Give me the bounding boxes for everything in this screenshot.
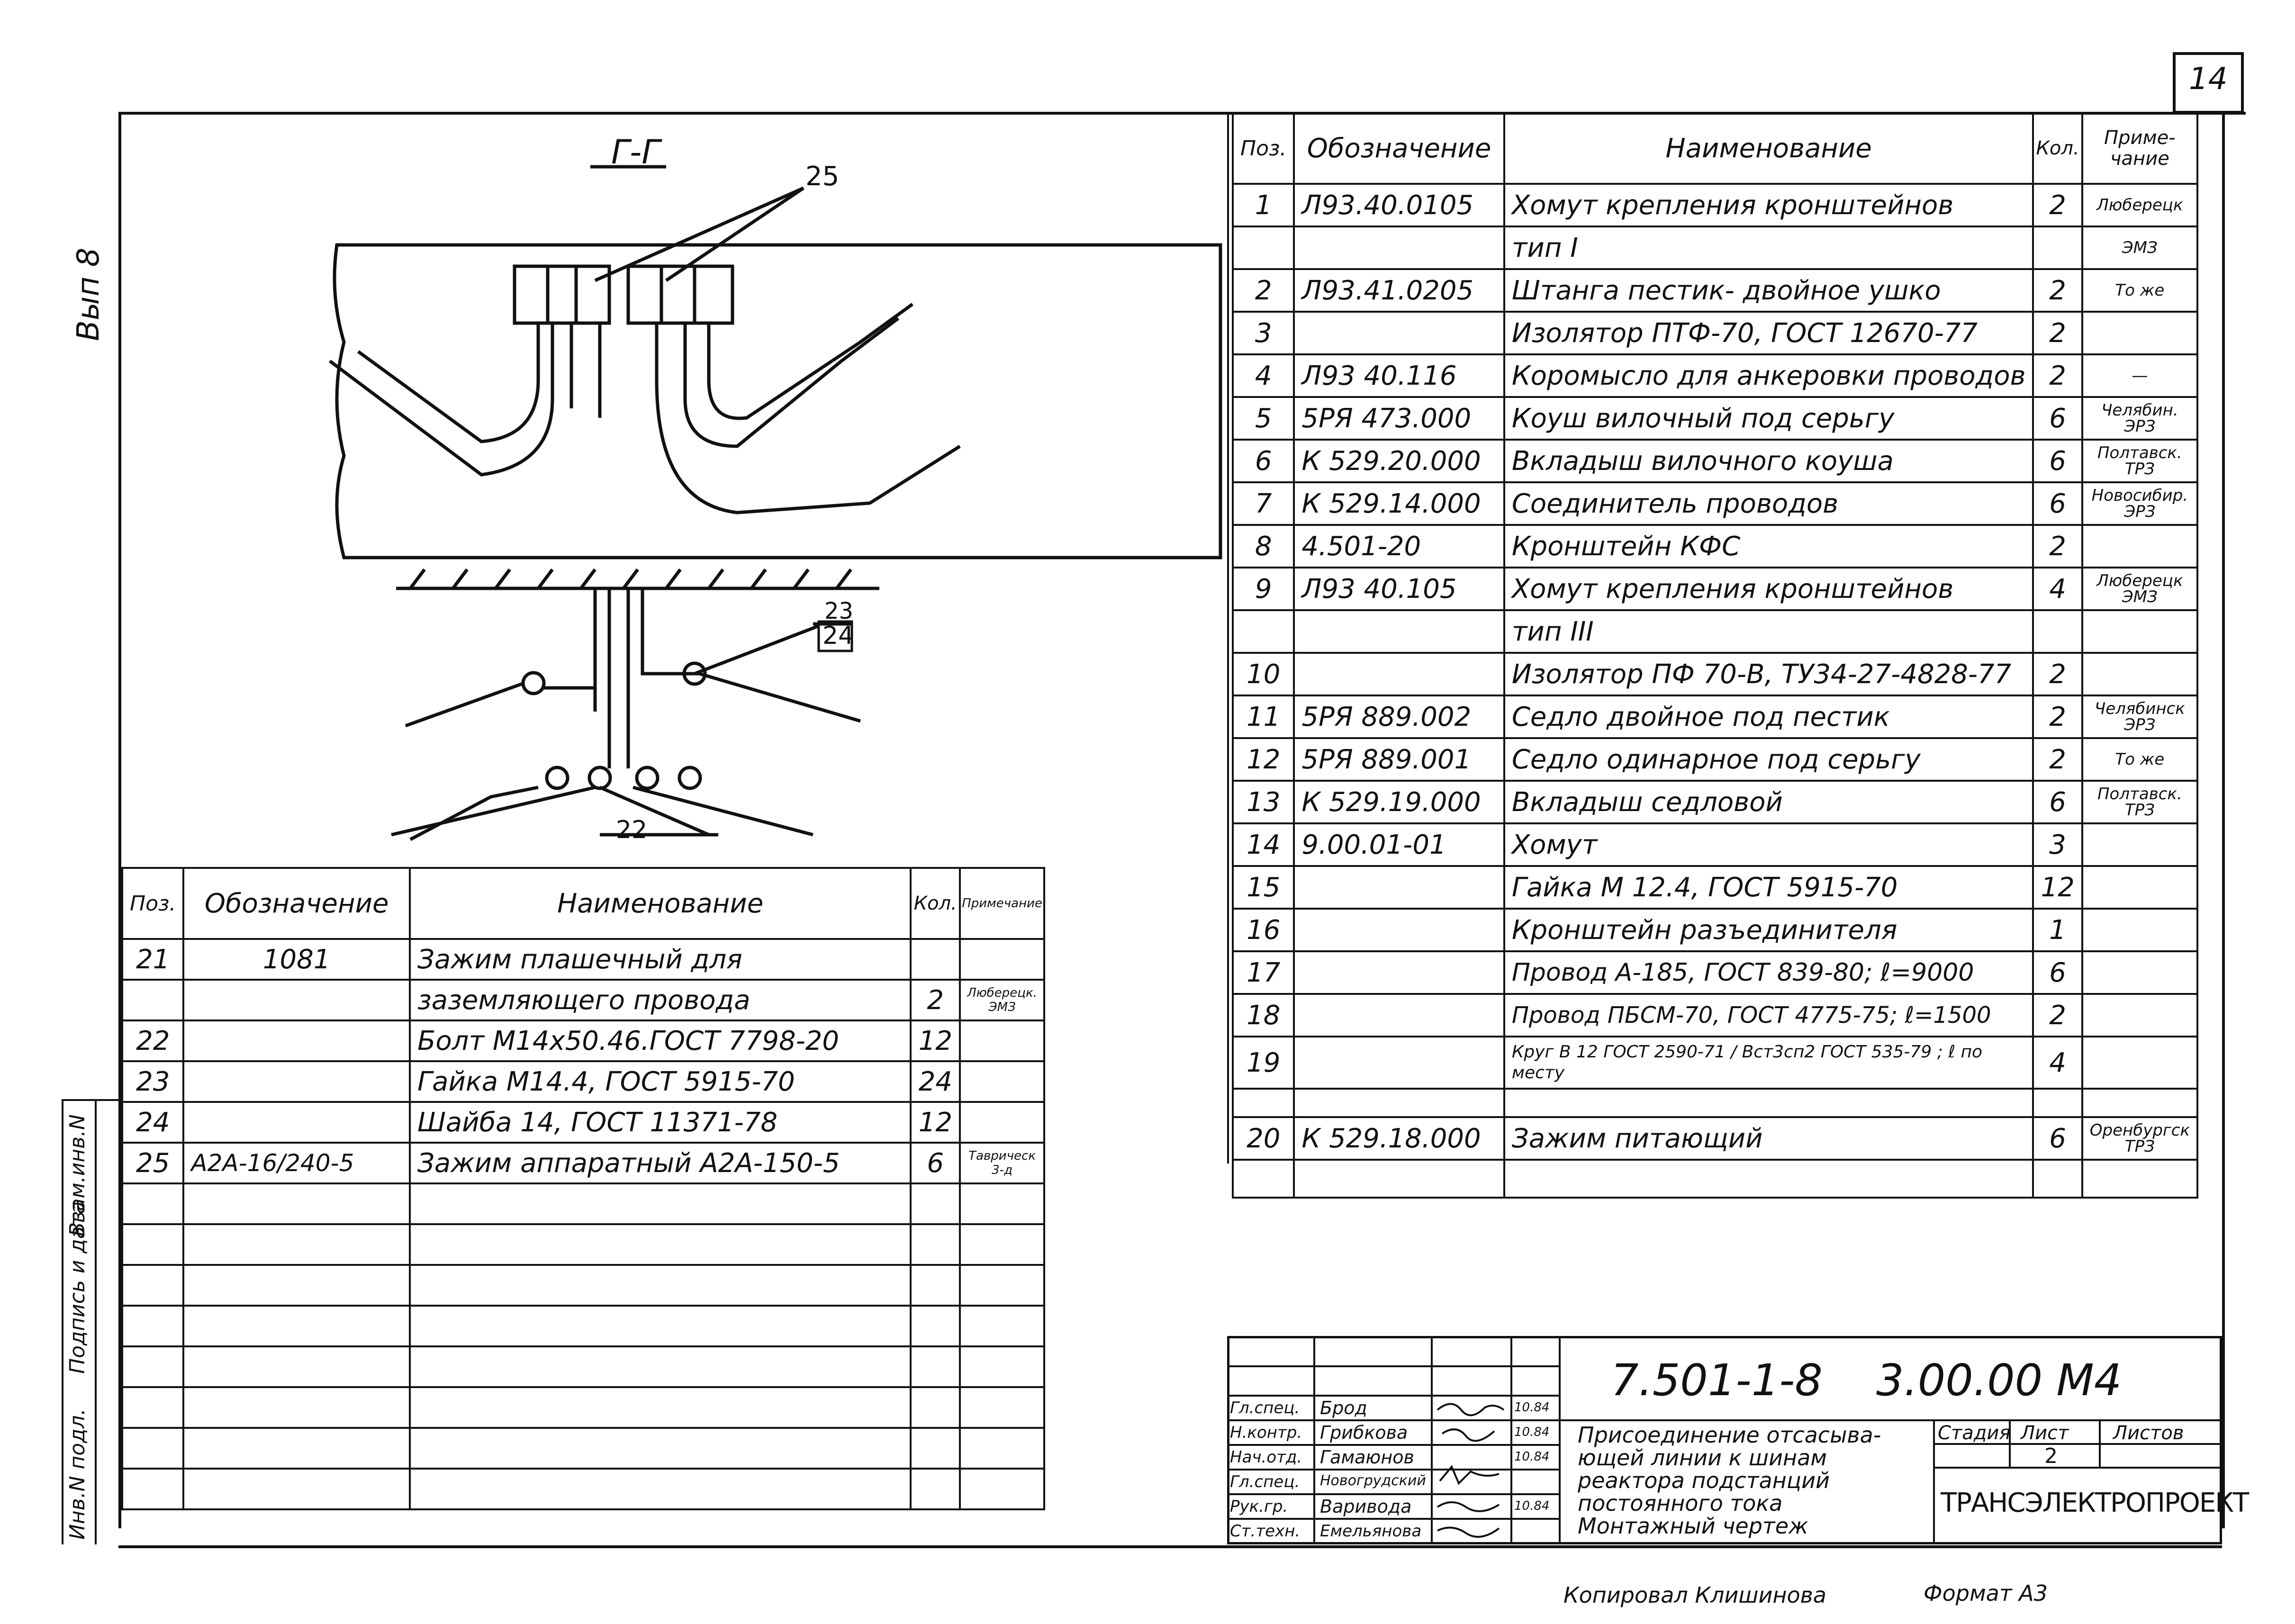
- tb-stage-row2: [1933, 1467, 2222, 1469]
- section-drawing: [121, 115, 1227, 863]
- r9-name: Хомут крепления кронштейнов: [1504, 568, 2033, 610]
- r2-name: Штанга пестик- двойное ушко: [1504, 269, 2033, 312]
- r8-pos: 8: [1233, 525, 1294, 568]
- r11-des: [1294, 653, 1504, 695]
- l4-name: Шайба 14, ГОСТ 11371-78: [410, 1102, 911, 1143]
- tb-title-2: ющей линии к шинам: [1578, 1445, 1827, 1471]
- r6-note: Полтавск. ТРЗ: [2082, 440, 2197, 482]
- r11-name: Изолятор ПФ 70-В, ТУ34-27-4828-77: [1504, 653, 2033, 695]
- r13-name: Седло одинарное под серьгу: [1504, 738, 2033, 781]
- l4-des: [183, 1102, 410, 1143]
- tb-name-1: Грибкова: [1320, 1422, 1408, 1443]
- r18-qty: 6: [2033, 951, 2082, 994]
- org-name: ТРАНСЭЛЕКТРОПРОЕКТ: [1941, 1488, 2249, 1518]
- frame-bottom: [118, 1545, 2222, 1548]
- l3-des: [183, 1061, 410, 1102]
- r13-des: 5РЯ 889.001: [1294, 738, 1504, 781]
- l4-note: [960, 1102, 1044, 1143]
- r0-note: Люберецк: [2082, 184, 2197, 226]
- r19-note: [2082, 994, 2197, 1037]
- side-label-vzam: Взам.инв.N: [65, 1114, 90, 1236]
- r17-qty: 1: [2033, 909, 2082, 951]
- r22-des: К 529.18.000: [1294, 1117, 1504, 1160]
- tb-name-0: Брод: [1320, 1398, 1367, 1418]
- r1-pos: [1233, 226, 1294, 269]
- l5-des: А2А-16/240-5: [183, 1143, 410, 1183]
- r9-des: Л93 40.105: [1294, 568, 1504, 610]
- r11-note: [2082, 653, 2197, 695]
- tb-name-5: Емельянова: [1320, 1522, 1422, 1541]
- tb-title-5: Монтажный чертеж: [1578, 1513, 1808, 1539]
- r16-pos: 15: [1233, 866, 1294, 909]
- signatures: [1433, 1396, 1510, 1543]
- r18-des: [1294, 951, 1504, 994]
- center-divider: [1227, 112, 1229, 1164]
- doc-code: 7.501-1-8: [1611, 1355, 1823, 1406]
- r12-des: 5РЯ 889.002: [1294, 695, 1504, 738]
- tb-role-2: Нач.отд.: [1230, 1448, 1302, 1467]
- r0-qty: 2: [2033, 184, 2082, 226]
- lh-note: Примечание: [960, 868, 1044, 939]
- r19-des: [1294, 994, 1504, 1037]
- r21-pos: [1233, 1089, 1294, 1117]
- r22-note: Оренбургск ТРЗ: [2082, 1117, 2197, 1160]
- sheet-value: 2: [2044, 1444, 2058, 1468]
- rh-pos: Поз.: [1233, 113, 1294, 184]
- l0-note: [960, 939, 1044, 980]
- r21-name: [1504, 1089, 2033, 1117]
- tb-row1: [1227, 1365, 1559, 1367]
- side-strip-top: [62, 1099, 118, 1101]
- r14-pos: 13: [1233, 781, 1294, 823]
- left-spec-table: [121, 867, 1045, 1510]
- rh-designation: Обозначение: [1294, 113, 1504, 184]
- r15-qty: 3: [2033, 823, 2082, 866]
- r20-pos: 19: [1233, 1037, 1294, 1089]
- l0-qty: [911, 939, 960, 980]
- tb-date-1: 10.84: [1514, 1425, 1550, 1439]
- r21-des: [1294, 1089, 1504, 1117]
- r10-note: [2082, 610, 2197, 653]
- l3-note: [960, 1061, 1044, 1102]
- lh-qty: Кол.: [911, 868, 960, 939]
- sheet-number: 14: [2189, 62, 2228, 97]
- r18-note: [2082, 951, 2197, 994]
- r2-note: То же: [2082, 269, 2197, 312]
- r1-note: ЭМЗ: [2082, 226, 2197, 269]
- l0-des: 1081: [183, 939, 410, 980]
- rh-qty: Кол.: [2033, 113, 2082, 184]
- r12-pos: 11: [1233, 695, 1294, 738]
- r3-qty: 2: [2033, 312, 2082, 354]
- l2-qty: 12: [911, 1020, 960, 1061]
- r21-note: [2082, 1089, 2197, 1117]
- callout-24: 24: [822, 622, 854, 650]
- r3-des: [1294, 312, 1504, 354]
- r13-note: То же: [2082, 738, 2197, 781]
- r16-des: [1294, 866, 1504, 909]
- r7-name: Соединитель проводов: [1504, 482, 2033, 525]
- r16-name: Гайка М 12.4, ГОСТ 5915-70: [1504, 866, 2033, 909]
- r12-qty: 2: [2033, 695, 2082, 738]
- tb-title-1: Присоединение отсасыва-: [1578, 1422, 1881, 1448]
- r5-name: Коуш вилочный под серьгу: [1504, 397, 2033, 440]
- tb-col3: [1510, 1336, 1512, 1544]
- r4-des: Л93 40.116: [1294, 354, 1504, 397]
- r15-name: Хомут: [1504, 823, 2033, 866]
- tb-role-5: Ст.техн.: [1230, 1522, 1301, 1541]
- tb-role-0: Гл.спец.: [1230, 1398, 1300, 1417]
- r4-qty: 2: [2033, 354, 2082, 397]
- r18-name: Провод А-185, ГОСТ 839-80; ℓ=9000: [1504, 951, 2033, 994]
- r17-pos: 16: [1233, 909, 1294, 951]
- tb-col1: [1313, 1336, 1315, 1544]
- r10-name: тип III: [1504, 610, 2033, 653]
- r0-name: Хомут крепления кронштейнов: [1504, 184, 2033, 226]
- side-label-sign: Подпись и дата: [65, 1201, 90, 1374]
- r19-pos: 18: [1233, 994, 1294, 1037]
- r14-name: Вкладыш седловой: [1504, 781, 2033, 823]
- r16-note: [2082, 866, 2197, 909]
- r20-note: [2082, 1037, 2197, 1089]
- r8-note: [2082, 525, 2197, 568]
- r3-note: [2082, 312, 2197, 354]
- r15-des: 9.00.01-01: [1294, 823, 1504, 866]
- l5-note: Таврическ 3-д: [960, 1143, 1044, 1183]
- stage-label: Стадия: [1938, 1422, 2011, 1444]
- r1-qty: [2033, 226, 2082, 269]
- r7-qty: 6: [2033, 482, 2082, 525]
- r16-qty: 12: [2033, 866, 2082, 909]
- tb-role-4: Рук.гр.: [1230, 1497, 1288, 1516]
- l0-name: Зажим плашечный для: [410, 939, 911, 980]
- r15-note: [2082, 823, 2197, 866]
- r9-pos: 9: [1233, 568, 1294, 610]
- section-label: Г-Г: [611, 133, 660, 171]
- lh-name: Наименование: [410, 868, 911, 939]
- lh-pos: Поз.: [122, 868, 183, 939]
- tb-role-1: Н.контр.: [1230, 1423, 1302, 1442]
- tb-name-4: Варивода: [1320, 1496, 1412, 1517]
- r6-pos: 6: [1233, 440, 1294, 482]
- r22-qty: 6: [2033, 1117, 2082, 1160]
- l1-name: заземляющего провода: [410, 980, 911, 1020]
- r14-qty: 6: [2033, 781, 2082, 823]
- l2-note: [960, 1020, 1044, 1061]
- r2-des: Л93.41.0205: [1294, 269, 1504, 312]
- tb-role-3: Гл.спец.: [1230, 1472, 1300, 1491]
- r15-pos: 14: [1233, 823, 1294, 866]
- copied-by: Копировал Клишинова: [1563, 1582, 1826, 1608]
- r8-name: Кронштейн КФС: [1504, 525, 2033, 568]
- r2-pos: 2: [1233, 269, 1294, 312]
- l4-pos: 24: [122, 1102, 183, 1143]
- l1-note: Люберецк. ЭМЗ: [960, 980, 1044, 1020]
- l0-pos: 21: [122, 939, 183, 980]
- r20-name: Круг В 12 ГОСТ 2590-71 / Вст3сп2 ГОСТ 535-79 ; ℓ по месту: [1504, 1037, 2033, 1089]
- r17-name: Кронштейн разъединителя: [1504, 909, 2033, 951]
- r7-des: К 529.14.000: [1294, 482, 1504, 525]
- r6-name: Вкладыш вилочного коуша: [1504, 440, 2033, 482]
- r21-qty: [2033, 1089, 2082, 1117]
- r4-name: Коромысло для анкеровки проводов: [1504, 354, 2033, 397]
- r20-qty: 4: [2033, 1037, 2082, 1089]
- r5-note: Челябин. ЭРЗ: [2082, 397, 2197, 440]
- format-label: Формат А3: [1924, 1580, 2048, 1606]
- r19-qty: 2: [2033, 994, 2082, 1037]
- l5-pos: 25: [122, 1143, 183, 1183]
- l1-qty: 2: [911, 980, 960, 1020]
- sheet-label: Лист: [2021, 1422, 2069, 1444]
- r10-pos: [1233, 610, 1294, 653]
- r22-name: Зажим питающий: [1504, 1117, 2033, 1160]
- r4-pos: 4: [1233, 354, 1294, 397]
- lh-designation: Обозначение: [183, 868, 410, 939]
- r3-name: Изолятор ПТФ-70, ГОСТ 12670-77: [1504, 312, 2033, 354]
- tb-date-2: 10.84: [1514, 1450, 1550, 1464]
- r0-des: Л93.40.0105: [1294, 184, 1504, 226]
- doc-number: 3.00.00 М4: [1876, 1355, 2122, 1406]
- r14-note: Полтавск. ТРЗ: [2082, 781, 2197, 823]
- r22-pos: 20: [1233, 1117, 1294, 1160]
- r3-pos: 3: [1233, 312, 1294, 354]
- tb-name-2: Гамаюнов: [1320, 1447, 1414, 1468]
- sheets-label: Листов: [2113, 1422, 2184, 1444]
- r10-qty: [2033, 610, 2082, 653]
- side-label-inv: Инв.N подл.: [65, 1408, 90, 1540]
- r18-pos: 17: [1233, 951, 1294, 994]
- tb-name-3: Новогрудский: [1320, 1472, 1426, 1489]
- r14-des: К 529.19.000: [1294, 781, 1504, 823]
- r9-note: Люберецк ЭМЗ: [2082, 568, 2197, 610]
- tb-row3: [1227, 1419, 2222, 1421]
- r7-note: Новосибир. ЭРЗ: [2082, 482, 2197, 525]
- r7-pos: 7: [1233, 482, 1294, 525]
- r5-pos: 5: [1233, 397, 1294, 440]
- tb-stage-left: [1933, 1419, 1935, 1544]
- r10-des: [1294, 610, 1504, 653]
- r12-note: Челябинск ЭРЗ: [2082, 695, 2197, 738]
- callout-23: 23: [824, 598, 854, 624]
- r5-qty: 6: [2033, 397, 2082, 440]
- tb-title-4: постоянного тока: [1578, 1490, 1783, 1516]
- tb-date-4: 10.84: [1514, 1499, 1550, 1513]
- r19-name: Провод ПБСМ-70, ГОСТ 4775-75; ℓ=1500: [1504, 994, 2033, 1037]
- l4-qty: 12: [911, 1102, 960, 1143]
- l3-pos: 23: [122, 1061, 183, 1102]
- frame-right: [2222, 112, 2225, 1528]
- callout-25: 25: [805, 161, 840, 192]
- l3-name: Гайка М14.4, ГОСТ 5915-70: [410, 1061, 911, 1102]
- r17-note: [2082, 909, 2197, 951]
- l2-des: [183, 1020, 410, 1061]
- l3-qty: 24: [911, 1061, 960, 1102]
- callout-22: 22: [616, 816, 648, 844]
- l2-name: Болт М14х50.46.ГОСТ 7798-20: [410, 1020, 911, 1061]
- r11-qty: 2: [2033, 653, 2082, 695]
- r17-des: [1294, 909, 1504, 951]
- r5-des: 5РЯ 473.000: [1294, 397, 1504, 440]
- r2-qty: 2: [2033, 269, 2082, 312]
- tb-title-3: реактора подстанций: [1578, 1468, 1830, 1493]
- r9-qty: 4: [2033, 568, 2082, 610]
- l1-pos: [122, 980, 183, 1020]
- r8-qty: 2: [2033, 525, 2082, 568]
- rh-note: Приме-чание: [2082, 113, 2197, 184]
- l1-des: [183, 980, 410, 1020]
- r20-des: [1294, 1037, 1504, 1089]
- r0-pos: 1: [1233, 184, 1294, 226]
- r13-qty: 2: [2033, 738, 2082, 781]
- r11-pos: 10: [1233, 653, 1294, 695]
- r1-des: [1294, 226, 1504, 269]
- side-strip-outer: [62, 1099, 63, 1544]
- r8-des: 4.501-20: [1294, 525, 1504, 568]
- side-strip-line: [95, 1099, 97, 1544]
- tb-date-0: 10.84: [1514, 1400, 1550, 1415]
- r12-name: Седло двойное под пестик: [1504, 695, 2033, 738]
- r1-name: тип I: [1504, 226, 2033, 269]
- rh-name: Наименование: [1504, 113, 2033, 184]
- r13-pos: 12: [1233, 738, 1294, 781]
- l5-qty: 6: [911, 1143, 960, 1183]
- l5-name: Зажим аппаратный А2А-150-5: [410, 1143, 911, 1183]
- tb-col4: [1559, 1336, 1561, 1544]
- right-spec-table: [1232, 112, 2198, 1199]
- l2-pos: 22: [122, 1020, 183, 1061]
- vyp-label: Вып 8: [71, 247, 106, 341]
- r6-des: К 529.20.000: [1294, 440, 1504, 482]
- r4-note: —: [2082, 354, 2197, 397]
- r6-qty: 6: [2033, 440, 2082, 482]
